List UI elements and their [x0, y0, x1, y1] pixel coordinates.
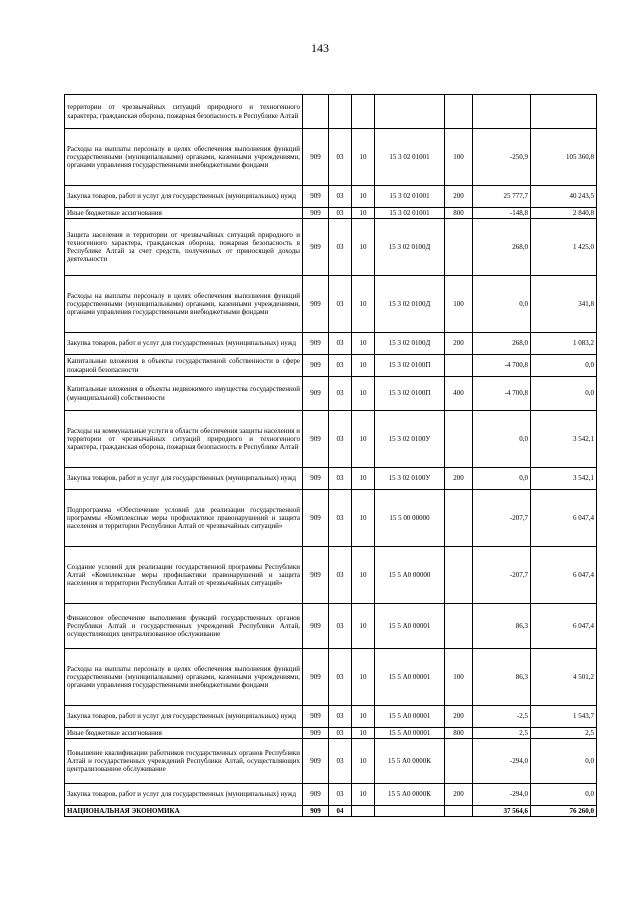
- cell-section: 03: [329, 129, 352, 186]
- cell-amount-change: 37 564,6: [473, 806, 531, 817]
- cell-section: 03: [329, 649, 352, 706]
- cell-target-article: 15 5 А0 0000К: [375, 739, 445, 784]
- cell-subsection: 10: [352, 649, 375, 706]
- cell-amount-total: [531, 95, 597, 129]
- table-row: [65, 186, 597, 208]
- cell-expense-type: 100: [445, 276, 473, 333]
- cell-subsection: 10: [352, 377, 375, 411]
- cell-section: 03: [329, 490, 352, 547]
- cell-subsection: 10: [352, 490, 375, 547]
- cell-target-article: 15 3 02 0100Д: [375, 219, 445, 276]
- cell-expense-type: 200: [445, 333, 473, 355]
- cell-grbs: 909: [303, 333, 329, 355]
- cell-section: 03: [329, 706, 352, 728]
- cell-target-article: 15 5 А0 00001: [375, 604, 445, 649]
- table-row: [65, 355, 597, 377]
- table-row: [65, 806, 597, 817]
- cell-expense-type: [445, 806, 473, 817]
- cell-name: Закупка товаров, работ и услуг для государственных (муниципальных) нужд: [65, 706, 303, 728]
- cell-amount-total: 0,0: [531, 739, 597, 784]
- cell-amount-change: 86,3: [473, 604, 531, 649]
- cell-amount-total: 3 542,1: [531, 411, 597, 468]
- cell-target-article: 15 3 02 0100У: [375, 468, 445, 490]
- cell-expense-type: 200: [445, 784, 473, 806]
- cell-amount-change: -207,7: [473, 547, 531, 604]
- cell-expense-type: [445, 547, 473, 604]
- table-row: [65, 95, 597, 129]
- cell-amount-change: -4 700,8: [473, 355, 531, 377]
- cell-expense-type: 200: [445, 706, 473, 728]
- cell-amount-change: -2,5: [473, 706, 531, 728]
- table-row: [65, 706, 597, 728]
- table-row: [65, 784, 597, 806]
- cell-grbs: 909: [303, 355, 329, 377]
- cell-subsection: 10: [352, 276, 375, 333]
- cell-expense-type: [445, 95, 473, 129]
- table-row: [65, 219, 597, 276]
- cell-target-article: 15 3 02 0100П: [375, 355, 445, 377]
- cell-amount-total: 6 047,4: [531, 490, 597, 547]
- cell-grbs: 909: [303, 377, 329, 411]
- cell-name: Подпрограмма «Обеспечение условий для реализации государственной программы «Комплексные меры профилактики правонарушений и защита населения и территории Республики Алтай от чрезвычайных ситуаций»: [65, 490, 303, 547]
- cell-amount-change: 86,3: [473, 649, 531, 706]
- cell-name: Расходы на коммунальные услуги в области обеспечения защиты населения и территории от чрезвычайных ситуаций природного и техногенного характера, гражданская оборона, пожарная безопасность в Республике Алтай: [65, 411, 303, 468]
- cell-amount-total: 76 260,0: [531, 806, 597, 817]
- cell-subsection: 10: [352, 355, 375, 377]
- cell-expense-type: 200: [445, 468, 473, 490]
- cell-target-article: 15 3 02 0100Д: [375, 276, 445, 333]
- cell-section: 03: [329, 728, 352, 739]
- cell-section: 03: [329, 377, 352, 411]
- cell-amount-change: -207,7: [473, 490, 531, 547]
- cell-subsection: 10: [352, 706, 375, 728]
- cell-grbs: 909: [303, 129, 329, 186]
- cell-subsection: 10: [352, 333, 375, 355]
- budget-table-body: [65, 95, 597, 817]
- cell-name: Повышение квалификации работников государственных органов Республики Алтай и государственных учреждений Республики Алтай, осуществляющих централизованное обслуживание: [65, 739, 303, 784]
- cell-section: 03: [329, 411, 352, 468]
- cell-subsection: 10: [352, 411, 375, 468]
- table-row: [65, 208, 597, 219]
- table-row: [65, 377, 597, 411]
- cell-name: Расходы на выплаты персоналу в целях обеспечения выполнения функций государственными (муниципальными) органами, казенными учреждениями, органами управления государственными внебюджетными фондами: [65, 276, 303, 333]
- cell-target-article: 15 3 02 0100Д: [375, 333, 445, 355]
- cell-name: НАЦИОНАЛЬНАЯ ЭКОНОМИКА: [65, 806, 303, 817]
- cell-amount-change: 25 777,7: [473, 186, 531, 208]
- cell-subsection: 10: [352, 728, 375, 739]
- cell-grbs: 909: [303, 784, 329, 806]
- cell-section: 03: [329, 355, 352, 377]
- cell-expense-type: [445, 219, 473, 276]
- cell-expense-type: 800: [445, 208, 473, 219]
- table-row: [65, 728, 597, 739]
- cell-amount-change: 0,0: [473, 468, 531, 490]
- table-row: [65, 276, 597, 333]
- cell-subsection: 10: [352, 208, 375, 219]
- cell-expense-type: [445, 355, 473, 377]
- cell-amount-change: -294,0: [473, 784, 531, 806]
- cell-amount-total: 4 501,2: [531, 649, 597, 706]
- cell-grbs: 909: [303, 649, 329, 706]
- cell-expense-type: [445, 604, 473, 649]
- cell-expense-type: [445, 739, 473, 784]
- cell-subsection: 10: [352, 219, 375, 276]
- cell-section: 03: [329, 468, 352, 490]
- cell-expense-type: [445, 411, 473, 468]
- cell-subsection: 10: [352, 604, 375, 649]
- cell-amount-change: 2,5: [473, 728, 531, 739]
- budget-table: [64, 94, 597, 817]
- cell-name: Закупка товаров, работ и услуг для государственных (муниципальных) нужд: [65, 333, 303, 355]
- cell-section: 03: [329, 739, 352, 784]
- cell-target-article: 15 5 А0 00001: [375, 728, 445, 739]
- cell-section: 03: [329, 186, 352, 208]
- cell-amount-change: 0,0: [473, 276, 531, 333]
- cell-target-article: 15 5 А0 0000К: [375, 784, 445, 806]
- cell-amount-change: 0,0: [473, 411, 531, 468]
- cell-amount-change: 268,0: [473, 333, 531, 355]
- cell-grbs: 909: [303, 547, 329, 604]
- table-row: [65, 547, 597, 604]
- cell-section: [329, 95, 352, 129]
- table-row: [65, 333, 597, 355]
- table-row: [65, 129, 597, 186]
- page-number: 143: [311, 41, 329, 55]
- cell-amount-total: 341,8: [531, 276, 597, 333]
- cell-section: 03: [329, 604, 352, 649]
- cell-target-article: 15 5 А0 00000: [375, 547, 445, 604]
- table-row: [65, 649, 597, 706]
- cell-grbs: 909: [303, 186, 329, 208]
- cell-target-article: 15 3 02 0100У: [375, 411, 445, 468]
- cell-grbs: 909: [303, 276, 329, 333]
- cell-name: Финансовое обеспечение выполнения функций государственных органов Республики Алтай и государственных учреждений Республики Алтай, осуществляющих централизованное обслуживание: [65, 604, 303, 649]
- cell-target-article: 15 5 А0 00001: [375, 649, 445, 706]
- cell-name: территории от чрезвычайных ситуаций природного и техногенного характера, гражданская оборона, пожарная безопасность в Республике Алтай: [65, 95, 303, 129]
- cell-grbs: 909: [303, 728, 329, 739]
- cell-grbs: 909: [303, 411, 329, 468]
- cell-name: Иные бюджетные ассигнования: [65, 208, 303, 219]
- cell-section: 03: [329, 547, 352, 604]
- table-row: [65, 411, 597, 468]
- cell-amount-change: [473, 95, 531, 129]
- cell-section: 03: [329, 208, 352, 219]
- cell-grbs: [303, 95, 329, 129]
- cell-grbs: 909: [303, 604, 329, 649]
- cell-name: Расходы на выплаты персоналу в целях обеспечения выполнения функций государственными (муниципальными) органами, казенными учреждениями, органами управления государственными внебюджетными фондами: [65, 649, 303, 706]
- cell-name: Капитальные вложения в объекты недвижимого имущества государственной (муниципальной) собственности: [65, 377, 303, 411]
- cell-target-article: 15 3 02 0100П: [375, 377, 445, 411]
- cell-name: Создание условий для реализации государственной программы Республики Алтай «Комплексные меры профилактики правонарушений и защита населения и территории Республики Алтай от чрезвычайных ситуаций»: [65, 547, 303, 604]
- cell-subsection: 10: [352, 739, 375, 784]
- cell-name: Капитальные вложения в объекты государственной собственности в сфере пожарной безопасности: [65, 355, 303, 377]
- cell-section: 03: [329, 333, 352, 355]
- cell-target-article: 15 3 02 01001: [375, 186, 445, 208]
- cell-subsection: 10: [352, 547, 375, 604]
- cell-amount-total: 40 243,5: [531, 186, 597, 208]
- cell-grbs: 909: [303, 219, 329, 276]
- cell-amount-total: 3 542,1: [531, 468, 597, 490]
- cell-target-article: 15 5 00 00000: [375, 490, 445, 547]
- cell-grbs: 909: [303, 490, 329, 547]
- cell-amount-change: -148,8: [473, 208, 531, 219]
- table-row: [65, 739, 597, 784]
- cell-subsection: 10: [352, 784, 375, 806]
- table-row: [65, 468, 597, 490]
- cell-amount-total: 105 360,8: [531, 129, 597, 186]
- cell-expense-type: [445, 490, 473, 547]
- cell-target-article: 15 5 А0 00001: [375, 706, 445, 728]
- cell-grbs: 909: [303, 706, 329, 728]
- cell-section: 03: [329, 276, 352, 333]
- cell-subsection: [352, 806, 375, 817]
- cell-amount-total: 1 083,2: [531, 333, 597, 355]
- cell-grbs: 909: [303, 468, 329, 490]
- cell-amount-change: -294,0: [473, 739, 531, 784]
- cell-target-article: [375, 95, 445, 129]
- cell-name: Защита населения и территории от чрезвычайных ситуаций природного и техногенного характера, гражданская оборона, пожарная безопасность в Республике Алтай за счет средств, полученных от приносящей доходы деятельности: [65, 219, 303, 276]
- cell-target-article: [375, 806, 445, 817]
- cell-amount-total: 1 543,7: [531, 706, 597, 728]
- cell-subsection: 10: [352, 129, 375, 186]
- cell-grbs: 909: [303, 208, 329, 219]
- cell-expense-type: 100: [445, 129, 473, 186]
- cell-amount-change: 268,0: [473, 219, 531, 276]
- cell-target-article: 15 3 02 01001: [375, 208, 445, 219]
- cell-amount-total: 2 840,8: [531, 208, 597, 219]
- cell-subsection: [352, 95, 375, 129]
- table-row: [65, 604, 597, 649]
- cell-name: Закупка товаров, работ и услуг для государственных (муниципальных) нужд: [65, 186, 303, 208]
- cell-amount-total: 6 047,4: [531, 547, 597, 604]
- cell-amount-total: 2,5: [531, 728, 597, 739]
- cell-amount-change: -250,9: [473, 129, 531, 186]
- cell-grbs: 909: [303, 739, 329, 784]
- cell-amount-total: 0,0: [531, 377, 597, 411]
- cell-name: Иные бюджетные ассигнования: [65, 728, 303, 739]
- cell-name: Закупка товаров, работ и услуг для государственных (муниципальных) нужд: [65, 784, 303, 806]
- cell-expense-type: 100: [445, 649, 473, 706]
- cell-section: 04: [329, 806, 352, 817]
- cell-amount-total: 0,0: [531, 355, 597, 377]
- table-row: [65, 490, 597, 547]
- cell-amount-total: 1 425,0: [531, 219, 597, 276]
- cell-subsection: 10: [352, 186, 375, 208]
- cell-target-article: 15 3 02 01001: [375, 129, 445, 186]
- cell-section: 03: [329, 784, 352, 806]
- cell-expense-type: 400: [445, 377, 473, 411]
- cell-amount-total: 6 047,4: [531, 604, 597, 649]
- cell-amount-change: -4 700,8: [473, 377, 531, 411]
- cell-grbs: 909: [303, 806, 329, 817]
- cell-name: Закупка товаров, работ и услуг для государственных (муниципальных) нужд: [65, 468, 303, 490]
- cell-subsection: 10: [352, 468, 375, 490]
- cell-amount-total: 0,0: [531, 784, 597, 806]
- cell-expense-type: 200: [445, 186, 473, 208]
- cell-expense-type: 800: [445, 728, 473, 739]
- cell-name: Расходы на выплаты персоналу в целях обеспечения выполнения функций государственными (муниципальными) органами, казенными учреждениями, органами управления государственными внебюджетными фондами: [65, 129, 303, 186]
- cell-section: 03: [329, 219, 352, 276]
